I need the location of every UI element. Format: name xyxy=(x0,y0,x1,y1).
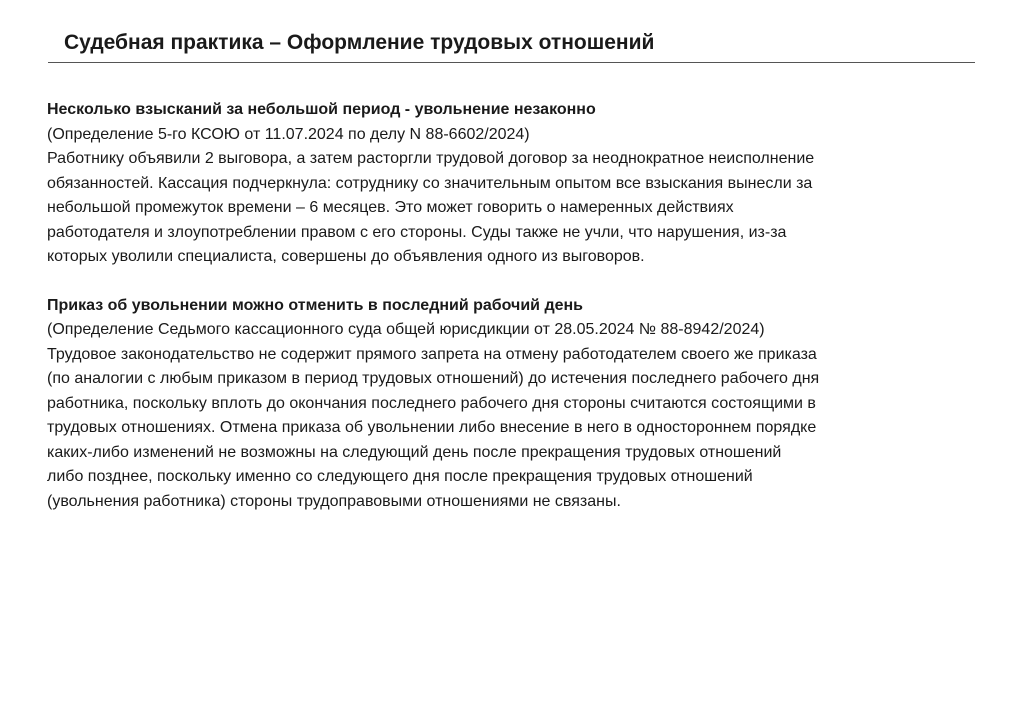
slide-content xyxy=(47,98,997,538)
case-text-line: небольшой промежуток времени – 6 месяцев. Это может говорить о намеренных действиях xyxy=(47,199,734,216)
case-text-line: трудовых отношениях. Отмена приказа об увольнении либо внесение в него в одностороннем порядке xyxy=(47,419,817,436)
case-reference: (Определение Седьмого кассационного суда общей юрисдикции от 28.05.2024 № 88-8942/2024) xyxy=(47,321,765,338)
case-text-line: которых уволили специалиста, совершены до объявления одного из выговоров. xyxy=(47,248,645,265)
case-heading: Приказ об увольнении можно отменить в последний рабочий день xyxy=(47,296,584,314)
case-text-line: обязанностей. Кассация подчеркнула: сотруднику со значительным опытом все взыскания вынесли за xyxy=(47,174,813,192)
case-text-line: (увольнения работника) стороны трудоправовыми отношениями не связаны. xyxy=(47,492,621,510)
case-block xyxy=(47,98,997,270)
case-text-line: (по аналогии с любым приказом в период трудовых отношений) до истечения последнего рабочего дня xyxy=(47,370,820,387)
case-block xyxy=(47,294,997,515)
case-text-line: работодателя и злоупотреблении правом с его стороны. Суды также не учли, что нарушения, из-за xyxy=(47,223,787,241)
case-text-line: каких-либо изменений не возможны на следующий день после прекращения трудовых отношений xyxy=(47,443,782,461)
title-divider xyxy=(48,62,975,63)
case-reference: (Определение 5-го КСОЮ от 11.07.2024 по делу N 88-6602/2024) xyxy=(47,125,530,143)
case-text-line: Работнику объявили 2 выговора, а затем расторгли трудовой договор за неоднократное неисполнение xyxy=(47,150,815,167)
case-text-line: работника, поскольку вплоть до окончания последнего рабочего дня стороны считаются состоящими в xyxy=(47,394,816,412)
case-heading: Несколько взысканий за небольшой период - увольнение незаконно xyxy=(47,101,596,118)
case-text-line: Трудовое законодательство не содержит прямого запрета на отмену работодателем своего же приказа xyxy=(47,345,817,363)
slide-title: Судебная практика – Оформление трудовых отношений xyxy=(64,31,655,54)
case-text-line: либо позднее, поскольку именно со следующего дня после прекращения трудовых отношений xyxy=(47,468,753,485)
